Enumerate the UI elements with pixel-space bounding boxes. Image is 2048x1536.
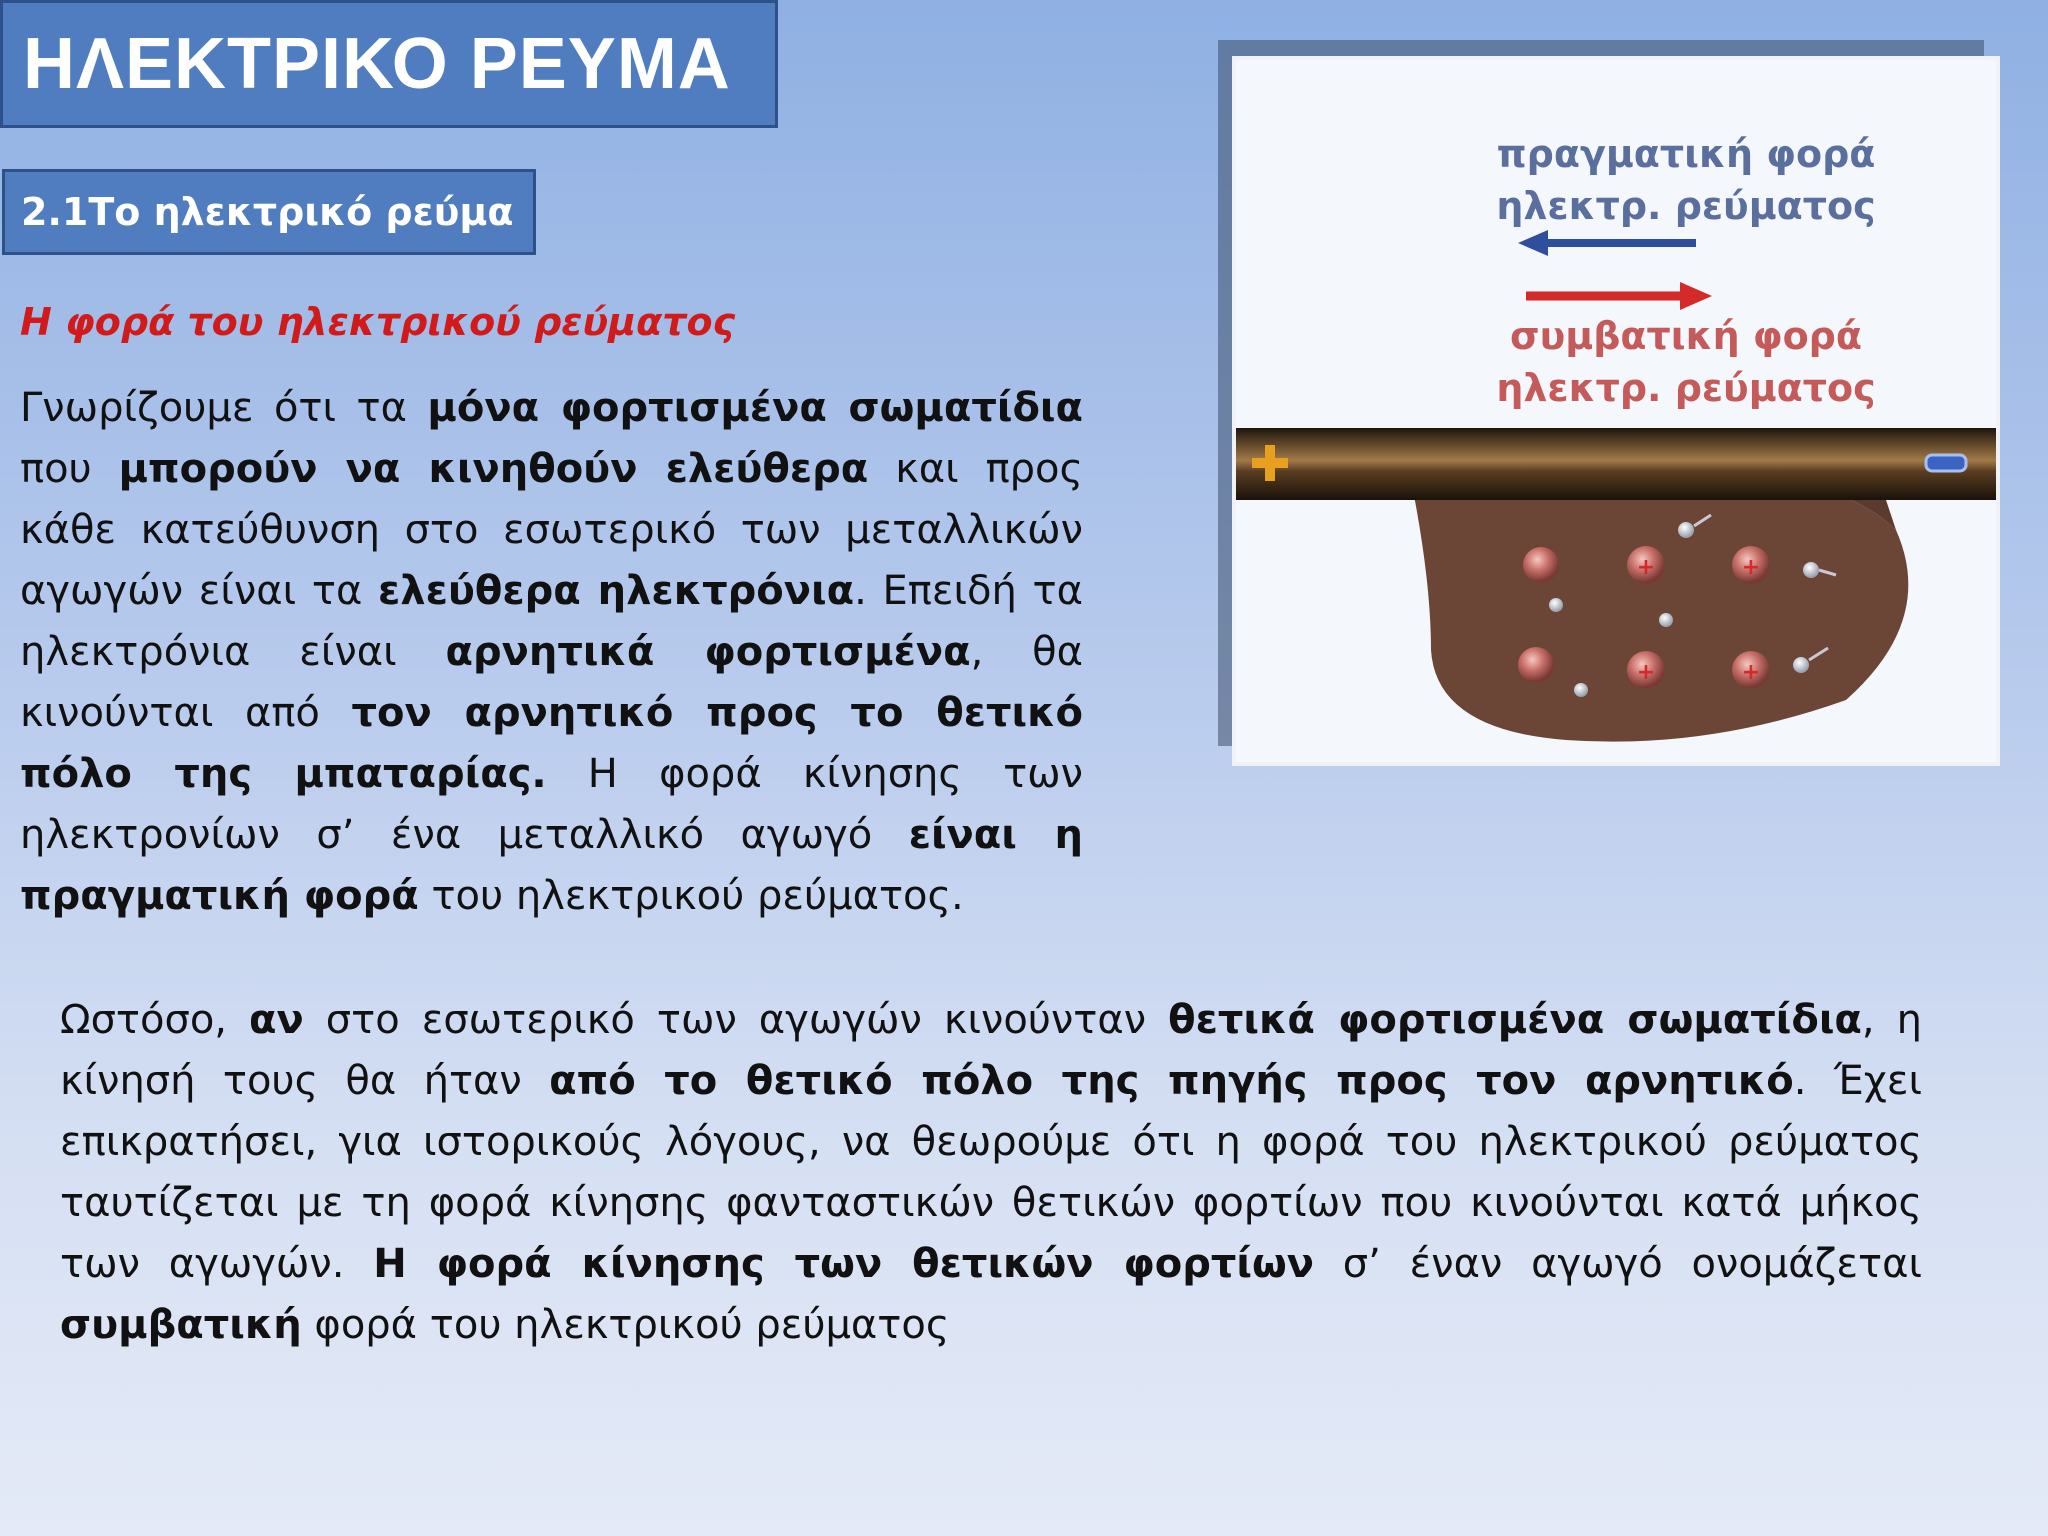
svg-text:+: +: [1636, 660, 1656, 685]
section-title-box: [2, 169, 536, 255]
section-title: 2.1Το ηλεκτρικό ρεύμα: [21, 190, 514, 234]
p2-text-4: . Έχει επικρατήσει, για ιστορικούς λόγους, να θεωρούμε ότι η φορά του ηλεκτρικού ρεύματος ταυτίζεται με τη φορά κίνησης φανταστικών θετικών φορτίων που κινούνται κατά μήκος των αγωγών.: [60, 1058, 1922, 1287]
p1-bold-3: ελεύθερα ηλεκτρόνια: [378, 568, 855, 614]
p1-text-4: . Επειδή τα ηλεκτρόνια είναι: [20, 568, 1083, 675]
p1-text-1: Γνωρίζουμε ότι τα: [20, 385, 428, 431]
p2-text-3: , η κίνησή τους θα ήταν: [60, 997, 1923, 1104]
real-direction-line2: ηλεκτρ. ρεύματος: [1496, 184, 1876, 228]
p2-bold-1: αν: [249, 997, 304, 1043]
current-direction-figure: [1232, 56, 2000, 766]
p2-bold-4: Η φορά κίνησης των θετικών φορτίων: [373, 1241, 1314, 1287]
topic-heading: Η φορά του ηλεκτρικού ρεύματος: [20, 300, 736, 344]
slide-title-box: [0, 0, 778, 128]
p2-text-1: Ωστόσο,: [60, 997, 250, 1043]
p1-bold-4: αρνητικά φορτισμένα: [445, 629, 971, 675]
real-direction-label: [1426, 128, 1946, 232]
svg-text:+: +: [1636, 555, 1656, 580]
conductor-zoom-blob: [1411, 464, 1908, 742]
p2-bold-5: συμβατική: [60, 1302, 302, 1348]
p1-bold-2: μπορούν να κινηθούν ελεύθερα: [118, 446, 869, 492]
conductor-rod: [1236, 428, 1996, 500]
p1-text-6: Η φορά κίνησης των ηλεκτρονίων σ’ ένα μεταλλικό αγωγό: [20, 751, 1083, 858]
p1-text-7: του ηλεκτρικού ρεύματος.: [418, 873, 964, 919]
slide-title: ΗΛΕΚΤΡΙΚΟ ΡΕΥΜΑ: [23, 24, 731, 104]
conventional-arrow-head: [1680, 282, 1712, 310]
p2-bold-3: από το θετικό πόλο της πηγής προς τον αρνητικό: [549, 1058, 1794, 1104]
paragraph-real-direction: [20, 378, 1083, 927]
p2-bold-2: θετικά φορτισμένα σωματίδια: [1168, 997, 1862, 1043]
svg-text:+: +: [1741, 660, 1761, 685]
p2-text-6: φορά του ηλεκτρικού ρεύματος: [301, 1302, 950, 1348]
p1-text-2: που: [20, 446, 119, 492]
conventional-direction-line1: συμβατική φορά: [1509, 314, 1862, 358]
negative-terminal-icon: [1926, 455, 1966, 471]
p1-bold-1: μόνα φορτισμένα σωματίδια: [427, 385, 1083, 431]
p1-bold-6: είναι η πραγματική φορά: [20, 812, 1083, 919]
real-direction-arrow-head: [1518, 230, 1548, 256]
paragraph-conventional-direction: [60, 990, 1922, 1356]
p1-bold-5: τον αρνητικό προς το θετικό πόλο της μπαταρίας.: [20, 690, 1083, 797]
conventional-direction-line2: ηλεκτρ. ρεύματος: [1496, 366, 1876, 410]
real-direction-line1: πραγματική φορά: [1496, 132, 1876, 176]
conventional-direction-label: [1426, 310, 1946, 414]
svg-text:+: +: [1741, 555, 1761, 580]
p1-text-5: , θα κινούνται από: [20, 629, 1083, 736]
p2-text-5: σ’ έναν αγωγό ονομάζεται: [1313, 1241, 1922, 1287]
p2-text-2: στο εσωτερικό των αγωγών κινούνταν: [303, 997, 1169, 1043]
p1-text-3: και προς κάθε κατεύθυνση στο εσωτερικό των μεταλλικών αγωγών είναι τα: [20, 446, 1083, 614]
